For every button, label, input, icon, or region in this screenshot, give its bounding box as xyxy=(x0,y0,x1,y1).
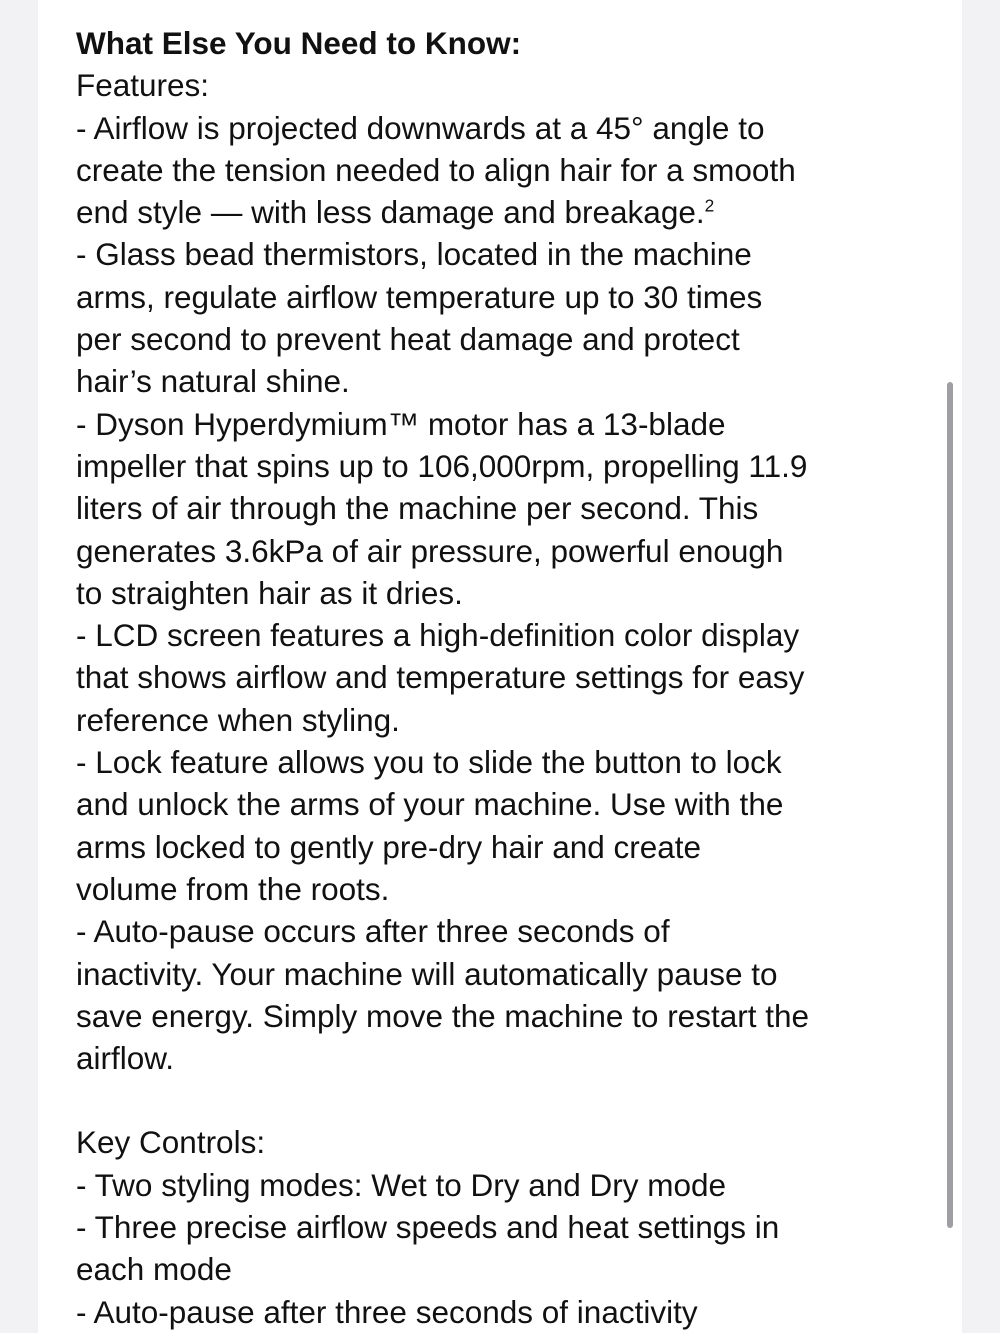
feature-line: - Airflow is projected downwards at a 45° angle to xyxy=(76,109,765,146)
feature-line: airflow. xyxy=(76,1040,175,1077)
feature-line: impeller that spins up to 106,000rpm, propelling 11.9 xyxy=(76,447,808,484)
footnote-marker: 2 xyxy=(704,195,715,216)
features-label: Features: xyxy=(76,67,210,104)
feature-line: arms locked to gently pre-dry hair and create xyxy=(76,828,702,865)
product-details-text xyxy=(76,22,936,1333)
feature-line: hair’s natural shine. xyxy=(76,363,350,400)
vertical-scrollbar[interactable] xyxy=(947,382,953,1228)
feature-line: - Dyson Hyperdymium™ motor has a 13-blade xyxy=(76,405,726,442)
key-control-line: - Two styling modes: Wet to Dry and Dry mode xyxy=(76,1166,727,1203)
key-controls-label: Key Controls: xyxy=(76,1124,266,1161)
feature-line: inactivity. Your machine will automatically pause to xyxy=(76,955,778,992)
feature-line: liters of air through the machine per second. This xyxy=(76,490,759,527)
feature-line: reference when styling. xyxy=(76,701,400,738)
feature-line: volume from the roots. xyxy=(76,870,390,907)
feature-line: - Glass bead thermistors, located in the machine xyxy=(76,236,752,273)
feature-line: arms, regulate airflow temperature up to 30 times xyxy=(76,278,763,315)
key-control-line: - Three precise airflow speeds and heat settings in xyxy=(76,1209,780,1246)
feature-line: and unlock the arms of your machine. Use with the xyxy=(76,786,784,823)
key-control-line: each mode xyxy=(76,1251,232,1288)
feature-line: create the tension needed to align hair for a smooth xyxy=(76,151,796,188)
feature-line xyxy=(76,191,936,233)
paragraph-gap xyxy=(76,1079,936,1121)
feature-line: generates 3.6kPa of air pressure, powerful enough xyxy=(76,532,784,569)
feature-line: - Auto-pause occurs after three seconds of xyxy=(76,913,670,950)
feature-line: - Lock feature allows you to slide the button to lock xyxy=(76,744,782,781)
feature-line-text: end style — with less damage and breakage. xyxy=(76,194,705,231)
feature-line: to straighten hair as it dries. xyxy=(76,574,463,611)
key-control-line: - Auto-pause after three seconds of inactivity xyxy=(76,1293,698,1330)
feature-line: that shows airflow and temperature settings for easy xyxy=(76,659,805,696)
feature-line: per second to prevent heat damage and protect xyxy=(76,321,740,358)
feature-line: save energy. Simply move the machine to restart the xyxy=(76,997,810,1034)
feature-line: - LCD screen features a high-definition color display xyxy=(76,617,800,654)
page-background xyxy=(38,0,962,1333)
section-heading: What Else You Need to Know: xyxy=(76,25,522,61)
